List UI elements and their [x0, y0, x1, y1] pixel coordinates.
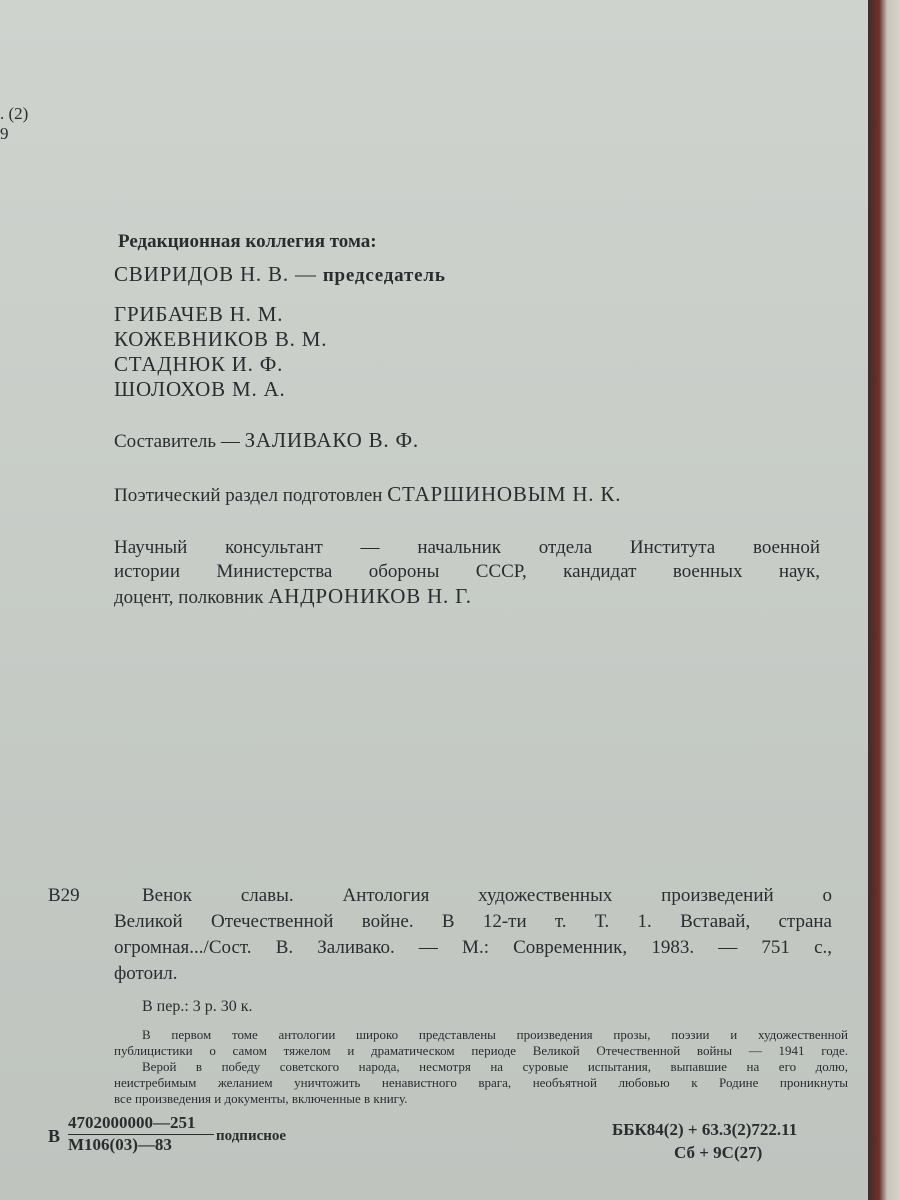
poetry-text: Поэтический раздел подготовлен [114, 485, 388, 506]
member-2: КОЖЕВНИКОВ В. М. [114, 327, 328, 351]
bbk-line-1: ББК84(2) + 63.3(2)722.11 [612, 1120, 798, 1139]
compiler-label: Составитель — [114, 431, 245, 452]
compiler-line [114, 428, 419, 454]
annotation-line-2: публицистики о самом тяжелом и драматическом периоде Великой Отечественной войны — 1941 годе. [114, 1043, 848, 1058]
member-1: ГРИБАЧЕВ Н. М. [114, 302, 284, 326]
compiler-name: ЗАЛИВАКО В. Ф. [244, 428, 419, 452]
consultant-line-2: истории Министерства обороны СССР, кандидат военных наук, [114, 561, 820, 582]
board-heading: Редакционная коллегия тома: [118, 231, 377, 252]
member-3: СТАДНЮК И. Ф. [114, 352, 284, 376]
annotation-line-4: неистребимым желанием уничтожить ненавистного врага, необъятной любовью к Родине проникнуты [114, 1075, 848, 1090]
consultant-line-1: Научный консультант — начальник отдела Института военной [114, 537, 820, 558]
catalog-line-4: фотоил. [114, 963, 178, 984]
annotation-line-1: В первом томе антологии широко представлены произведения прозы, поэзии и художественной [142, 1027, 848, 1042]
annotation-line-5: все произведения и документы, включенные в книгу. [114, 1091, 408, 1106]
consultant-line-3 [114, 584, 472, 610]
member-4: ШОЛОХОВ М. А. [114, 377, 286, 401]
chairman-role: председатель [322, 265, 446, 286]
annotation-line-3: Верой в победу советского народа, несмотря на суровые испытания, выпавшие на его долю, [142, 1059, 848, 1074]
chairman-name: СВИРИДОВ Н. В. [114, 262, 289, 286]
index-letter: В [48, 1126, 61, 1146]
bbk-line-2: Сб + 9С(27) [674, 1143, 763, 1162]
edge-mark-1: . (2) [0, 104, 29, 123]
index-label: подписное [216, 1128, 287, 1144]
catalog-line-2: Великой Отечественной войне. В 12-ти т. Т. 1. Вставай, страна [114, 911, 832, 932]
price: В пер.: 3 р. 30 к. [142, 998, 253, 1015]
poetry-name: СТАРШИНОВЫМ Н. К. [387, 482, 622, 506]
index-fraction [68, 1113, 214, 1155]
index-denominator: М106(03)—83 [68, 1135, 172, 1154]
consultant-line-3-text: доцент, полковник [114, 587, 269, 608]
catalog-line-3: огромная.../Сост. В. Заливако. — М.: Современник, 1983. — 751 с., [114, 937, 832, 958]
chairman-dash: — [288, 262, 323, 286]
book-spine-edge [868, 0, 900, 1200]
catalog-line-1: Венок славы. Антология художественных произведений о [142, 885, 832, 906]
poetry-line [114, 482, 621, 508]
chairman-line [114, 262, 446, 288]
edge-mark-2: 9 [0, 124, 9, 143]
index-numerator: 4702000000—251 [68, 1113, 214, 1135]
consultant-name: АНДРОНИКОВ Н. Г. [268, 584, 472, 608]
catalog-code: В29 [48, 885, 80, 906]
